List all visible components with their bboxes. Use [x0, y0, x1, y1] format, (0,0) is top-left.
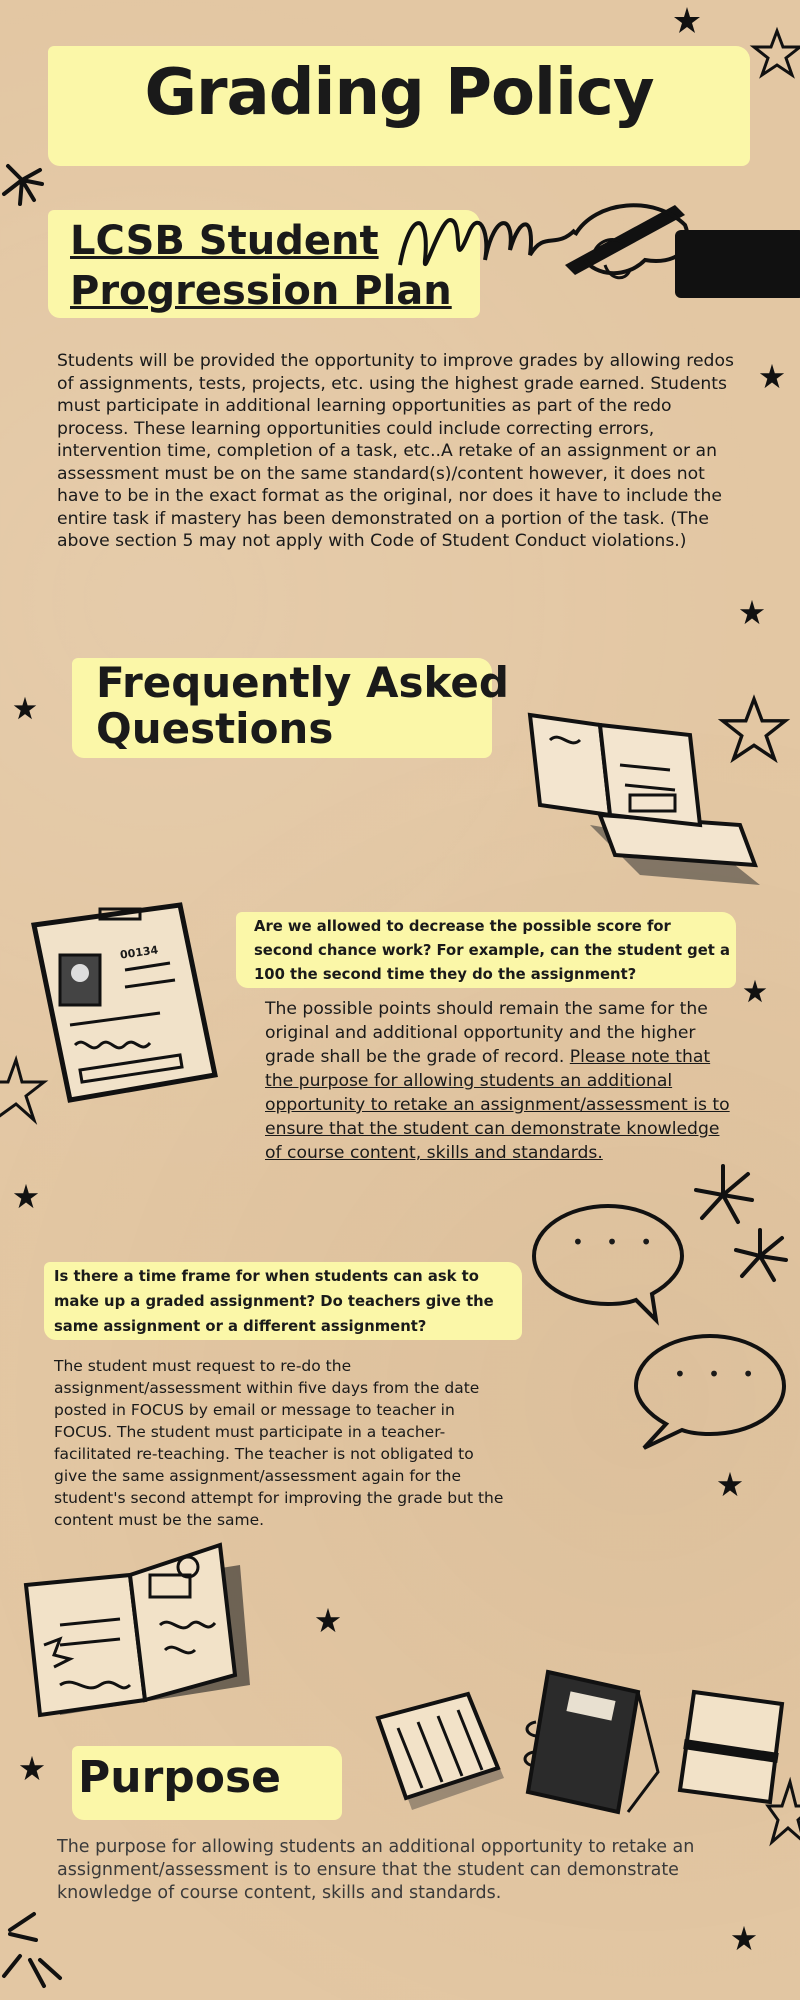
star-icon: [752, 28, 800, 78]
purpose-body-text: The purpose for allowing students an additional opportunity to retake an assignment/assessment is to ensure that the student can demonstrate knowledge of course content, skills and standards.: [57, 1837, 695, 1903]
question-1: Are we allowed to decrease the possible score for second chance work? For example, can the student get a 100 the second time they do the assignment?: [254, 918, 730, 983]
star-icon: [742, 978, 768, 1004]
faq-heading: [96, 660, 516, 752]
speech-bubble-icon: [528, 1200, 688, 1325]
answer-1-plain: The possible points should remain the same for the original and additional opportunity and the higher grade shall be the grade of record.: [265, 999, 708, 1067]
open-book-icon: [20, 1535, 260, 1735]
notebook-icon: [518, 1662, 668, 1822]
answer-1-underlined: Please note that the purpose for allowing students an additional opportunity to retake an assignment/assessment is to ensure that the student can demonstrate knowledge of course content, skills and standards.: [265, 1047, 730, 1163]
faq-heading-line2: Questions: [96, 704, 334, 753]
sparkle-icon: [0, 150, 44, 210]
lcsb-heading-line1: LCSB Student: [70, 218, 379, 264]
speech-bubble-dots: • • •: [572, 1230, 661, 1254]
notepad-icon: [372, 1688, 512, 1818]
star-icon: [12, 1182, 40, 1210]
star-icon: [672, 5, 702, 35]
page-title: Grading Policy: [144, 56, 654, 130]
star-icon: [730, 1924, 758, 1952]
star-icon: [738, 598, 766, 626]
lcsb-body-text: Students will be provided the opportunity to improve grades by allowing redos of assignments, tests, projects, etc. using the highest grade earned. Students must participate in additional learning opportunities as part of the redo process. These learning opportunities could include correcting errors, intervention time, completion of a task, etc..A retake of an assignment or an assessment must be on the same standard(s)/content however, it does not have to be in the exact format as the original, nor does it have to include the entire task if mastery has been demonstrated on a portion of the task. (The above section 5 may not apply with Code of Student Conduct violations.): [57, 351, 734, 551]
star-icon: [758, 362, 786, 390]
star-icon: [12, 695, 38, 721]
sparkle-icon: [688, 1160, 758, 1230]
faq-heading-line1: Frequently Asked: [96, 658, 509, 707]
sparkle-icon: [0, 1900, 70, 2000]
sparkle-icon: [730, 1226, 790, 1286]
star-icon: [314, 1606, 342, 1634]
purpose-heading: Purpose: [78, 1752, 282, 1803]
lcsb-heading-line2: Progression Plan: [70, 268, 452, 314]
speech-bubble-icon: [630, 1330, 790, 1455]
hand-writing-icon: [395, 190, 800, 310]
answer-1: [265, 997, 735, 1165]
star-icon: [18, 1754, 46, 1782]
journal-icon: [670, 1682, 790, 1812]
speech-bubble-dots: • • •: [674, 1362, 763, 1386]
id-card-icon: [30, 895, 220, 1105]
question-2: Is there a time frame for when students can ask to make up a graded assignment? Do teachers give the same assignment or a different assignment?: [54, 1268, 494, 1335]
open-book-icon: [520, 705, 770, 905]
star-icon: [716, 1470, 744, 1498]
id-card-number: 00134: [119, 943, 159, 962]
answer-2: The student must request to re-do the assignment/assessment within five days from the date posted in FOCUS by email or message to teacher in FOCUS. The student must participate in a teacher-facilitated re-teaching. The teacher is not obligated to give the same assignment/assessment again for the student's second attempt for improving the grade but the content must be the same.: [54, 1357, 504, 1529]
